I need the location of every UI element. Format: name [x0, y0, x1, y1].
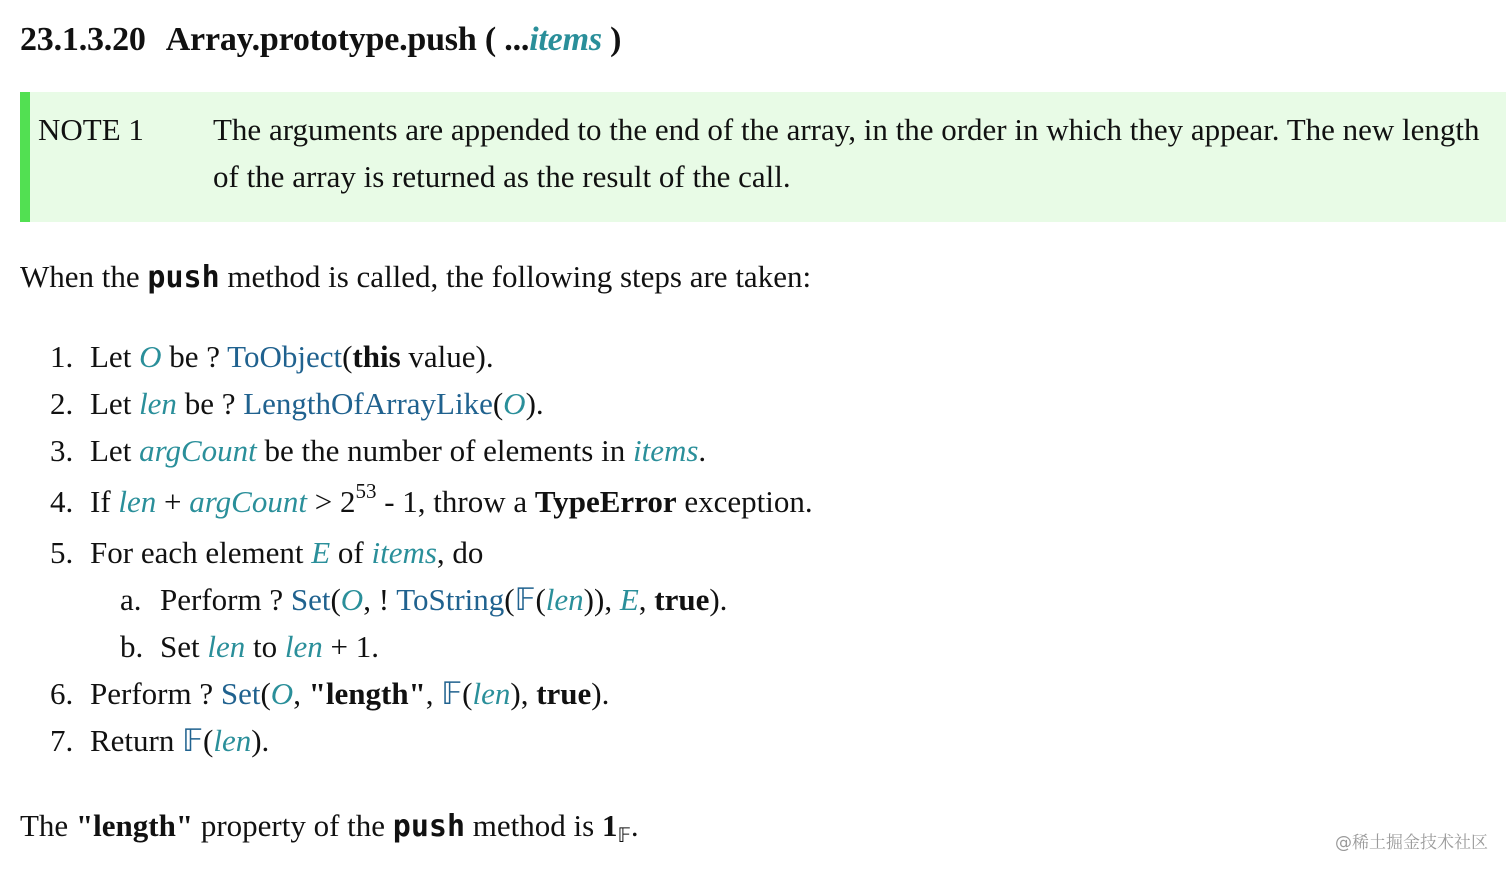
alias-len[interactable]: len [545, 582, 584, 617]
link-number-type[interactable]: 𝔽 [182, 723, 203, 758]
alias-len[interactable]: len [284, 629, 323, 664]
alias-len[interactable]: len [213, 723, 252, 758]
step-body: Let len be ? LengthOfArrayLike(O). [90, 386, 544, 421]
push-code: push [147, 260, 220, 295]
alias-o[interactable]: O [270, 676, 294, 711]
link-number-type[interactable]: 𝔽 [441, 676, 463, 711]
link-number-type[interactable]: 𝔽 [514, 582, 536, 617]
number-type-subscript: 𝔽 [617, 825, 631, 847]
step-number: 4. [50, 484, 74, 519]
alias-argcount[interactable]: argCount [139, 433, 257, 468]
step-body: Set len to len + 1. [160, 629, 379, 664]
step-body: If len + argCount > $2^{53} - 1$, throw a TypeError exception. [90, 479, 813, 519]
push-code: push [392, 809, 466, 844]
step-number: 7. [50, 723, 74, 758]
step-number: b. [120, 629, 144, 664]
length-string: "length" [75, 808, 194, 843]
intro-paragraph [20, 253, 811, 301]
title-prefix: Array.prototype.push ( ... [165, 21, 530, 58]
link-set[interactable]: Set [290, 582, 331, 617]
intro-text: method is called, the following steps are taken: [219, 259, 812, 294]
section-title [20, 14, 621, 66]
step-body: Let O be ? ToObject(this value). [90, 339, 494, 374]
alias-len[interactable]: len [118, 484, 157, 519]
alias-len[interactable]: len [207, 629, 246, 664]
length-property-paragraph: The "length" property of the push method is 1𝔽. [20, 808, 639, 847]
length-value: 1 [601, 808, 618, 843]
step-body: Perform ? Set(O, "length", 𝔽(len), true). [90, 676, 610, 711]
step-body: Return 𝔽(len). [90, 723, 270, 758]
alias-e[interactable]: E [311, 535, 331, 570]
alias-argcount[interactable]: argCount [189, 484, 307, 519]
step-number: a. [120, 582, 142, 617]
exponent: 53 [355, 479, 377, 503]
watermark: @稀土掘金技术社区 [1335, 833, 1488, 853]
alias-o[interactable]: O [139, 339, 162, 374]
alias-o[interactable]: O [503, 386, 526, 421]
section-number: 23.1.3.20 [20, 21, 146, 58]
step-number: 6. [50, 676, 74, 711]
alias-items[interactable]: items [632, 433, 699, 468]
note-text: The arguments are appended to the end of the array, in the order in which they appear. The new length of the array is returned as the result of the call. [213, 112, 1480, 194]
step-body: For each element E of items, do [90, 535, 484, 570]
note-label: NOTE 1 [38, 112, 144, 147]
step-body: Let argCount be the number of elements in items. [90, 433, 707, 468]
step-number: 5. [50, 535, 74, 570]
alias-len[interactable]: len [472, 676, 511, 711]
alias-len[interactable]: len [139, 386, 177, 421]
step-number: 3. [50, 433, 74, 468]
typeerror: TypeError [534, 484, 677, 519]
link-toobject[interactable]: ToObject [227, 339, 343, 374]
step-number: 2. [50, 386, 74, 421]
link-set[interactable]: Set [220, 676, 261, 711]
step-number: 1. [50, 339, 74, 374]
step-body: Perform ? Set(O, ! ToString(𝔽(len)), E, true). [160, 582, 728, 617]
alias-o[interactable]: O [340, 582, 364, 617]
intro-text: When the [20, 259, 148, 294]
note-box [20, 92, 1506, 222]
link-lengthofarraylike[interactable]: LengthOfArrayLike [243, 386, 493, 421]
alias-items[interactable]: items [371, 535, 437, 570]
alias-e[interactable]: E [619, 582, 639, 617]
title-suffix: ) [601, 21, 622, 58]
title-param: items [529, 21, 602, 58]
link-tostring[interactable]: ToString [396, 582, 505, 617]
